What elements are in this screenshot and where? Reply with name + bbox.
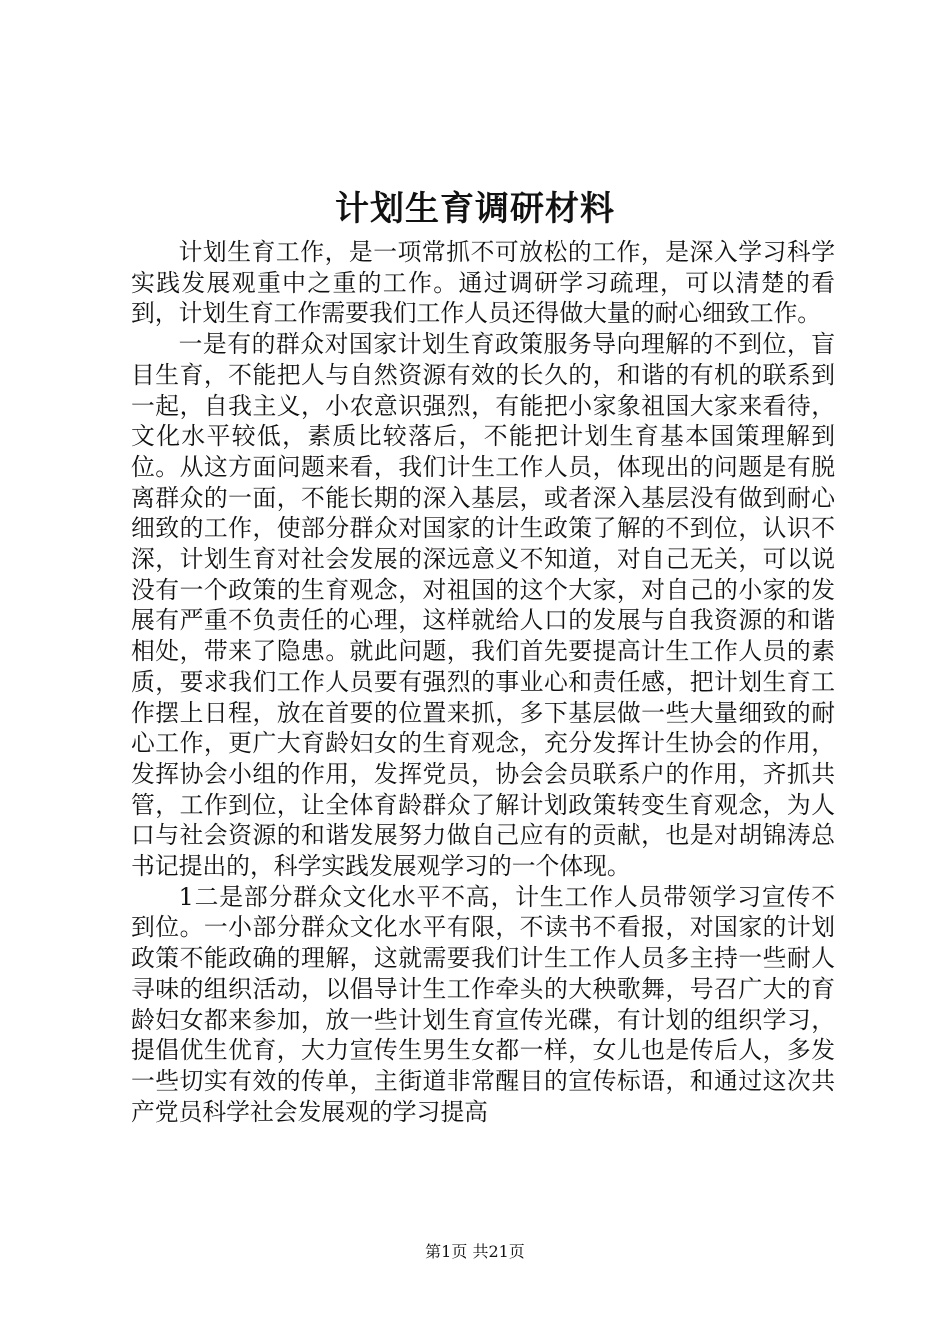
paragraph-intro: 计划生育工作，是一项常抓不可放松的工作，是深入学习科学实践发展观重中之重的工作。通过调研学习疏理，可以清楚的看到，计划生育工作需要我们工作人员还得做大量的耐心细致工作。 <box>131 238 835 328</box>
document-body <box>131 237 835 1127</box>
page-number-footer: 第1页 共21页 <box>425 1242 525 1261</box>
paragraph-point-two: 1二是部分群众文化水平不高，计生工作人员带领学习宣传不到位。一小部分群众文化水平有限，不读书不看报，对国家的计划政策不能政确的理解，这就需要我们计生工作人员多主持一些耐人寻味的组织活动，以倡导计生工作牵头的大秧歌舞，号召广大的育龄妇女都来参加，放一些计划生育宣传光碟，有计划的组织学习，提倡优生优育，大力宣传生男生女都一样，女儿也是传后人，多发一些切实有效的传单，主街道非常醒目的宣传标语，和通过这次共产党员科学社会发展观的学习提高 <box>131 882 835 1126</box>
document-title: 计划生育调研材料 <box>335 189 615 229</box>
paragraph-point-one: 一是有的群众对国家计划生育政策服务导向理解的不到位，盲目生育，不能把人与自然资源有效的长久的，和谐的有机的联系到一起，自我主义，小农意识强烈，有能把小家象祖国大家来看待，文化水平较低，素质比较落后，不能把计划生育基本国策理解到位。从这方面问题来看，我们计生工作人员，体现出的问题是有脱离群众的一面，不能长期的深入基层，或者深入基层没有做到耐心细致的工作，使部分群众对国家的计生政策了解的不到位，认识不深，计划生育对社会发展的深远意义不知道，对自己无关，可以说没有一个政策的生育观念，对祖国的这个大家，对自己的小家的发展有严重不负责任的心理，这样就给人口的发展与自我资源的和谐相处，带来了隐患。就此问题，我们首先要提高计生工作人员的素质，要求我们工作人员要有强烈的事业心和责任感，把计划生育工作摆上日程，放在首要的位置来抓，多下基层做一些大量细致的耐心工作，更广大育龄妇女的生育观念，充分发挥计生协会的作用，发挥协会小组的作用，发挥党员，协会会员联系户的作用，齐抓共管，工作到位，让全体育龄群众了解计划政策转变生育观念，为人口与社会资源的和谐发展努力做自己应有的贡献，也是对胡锦涛总书记提出的，科学实践发展观学习的一个体现。 <box>131 330 835 881</box>
